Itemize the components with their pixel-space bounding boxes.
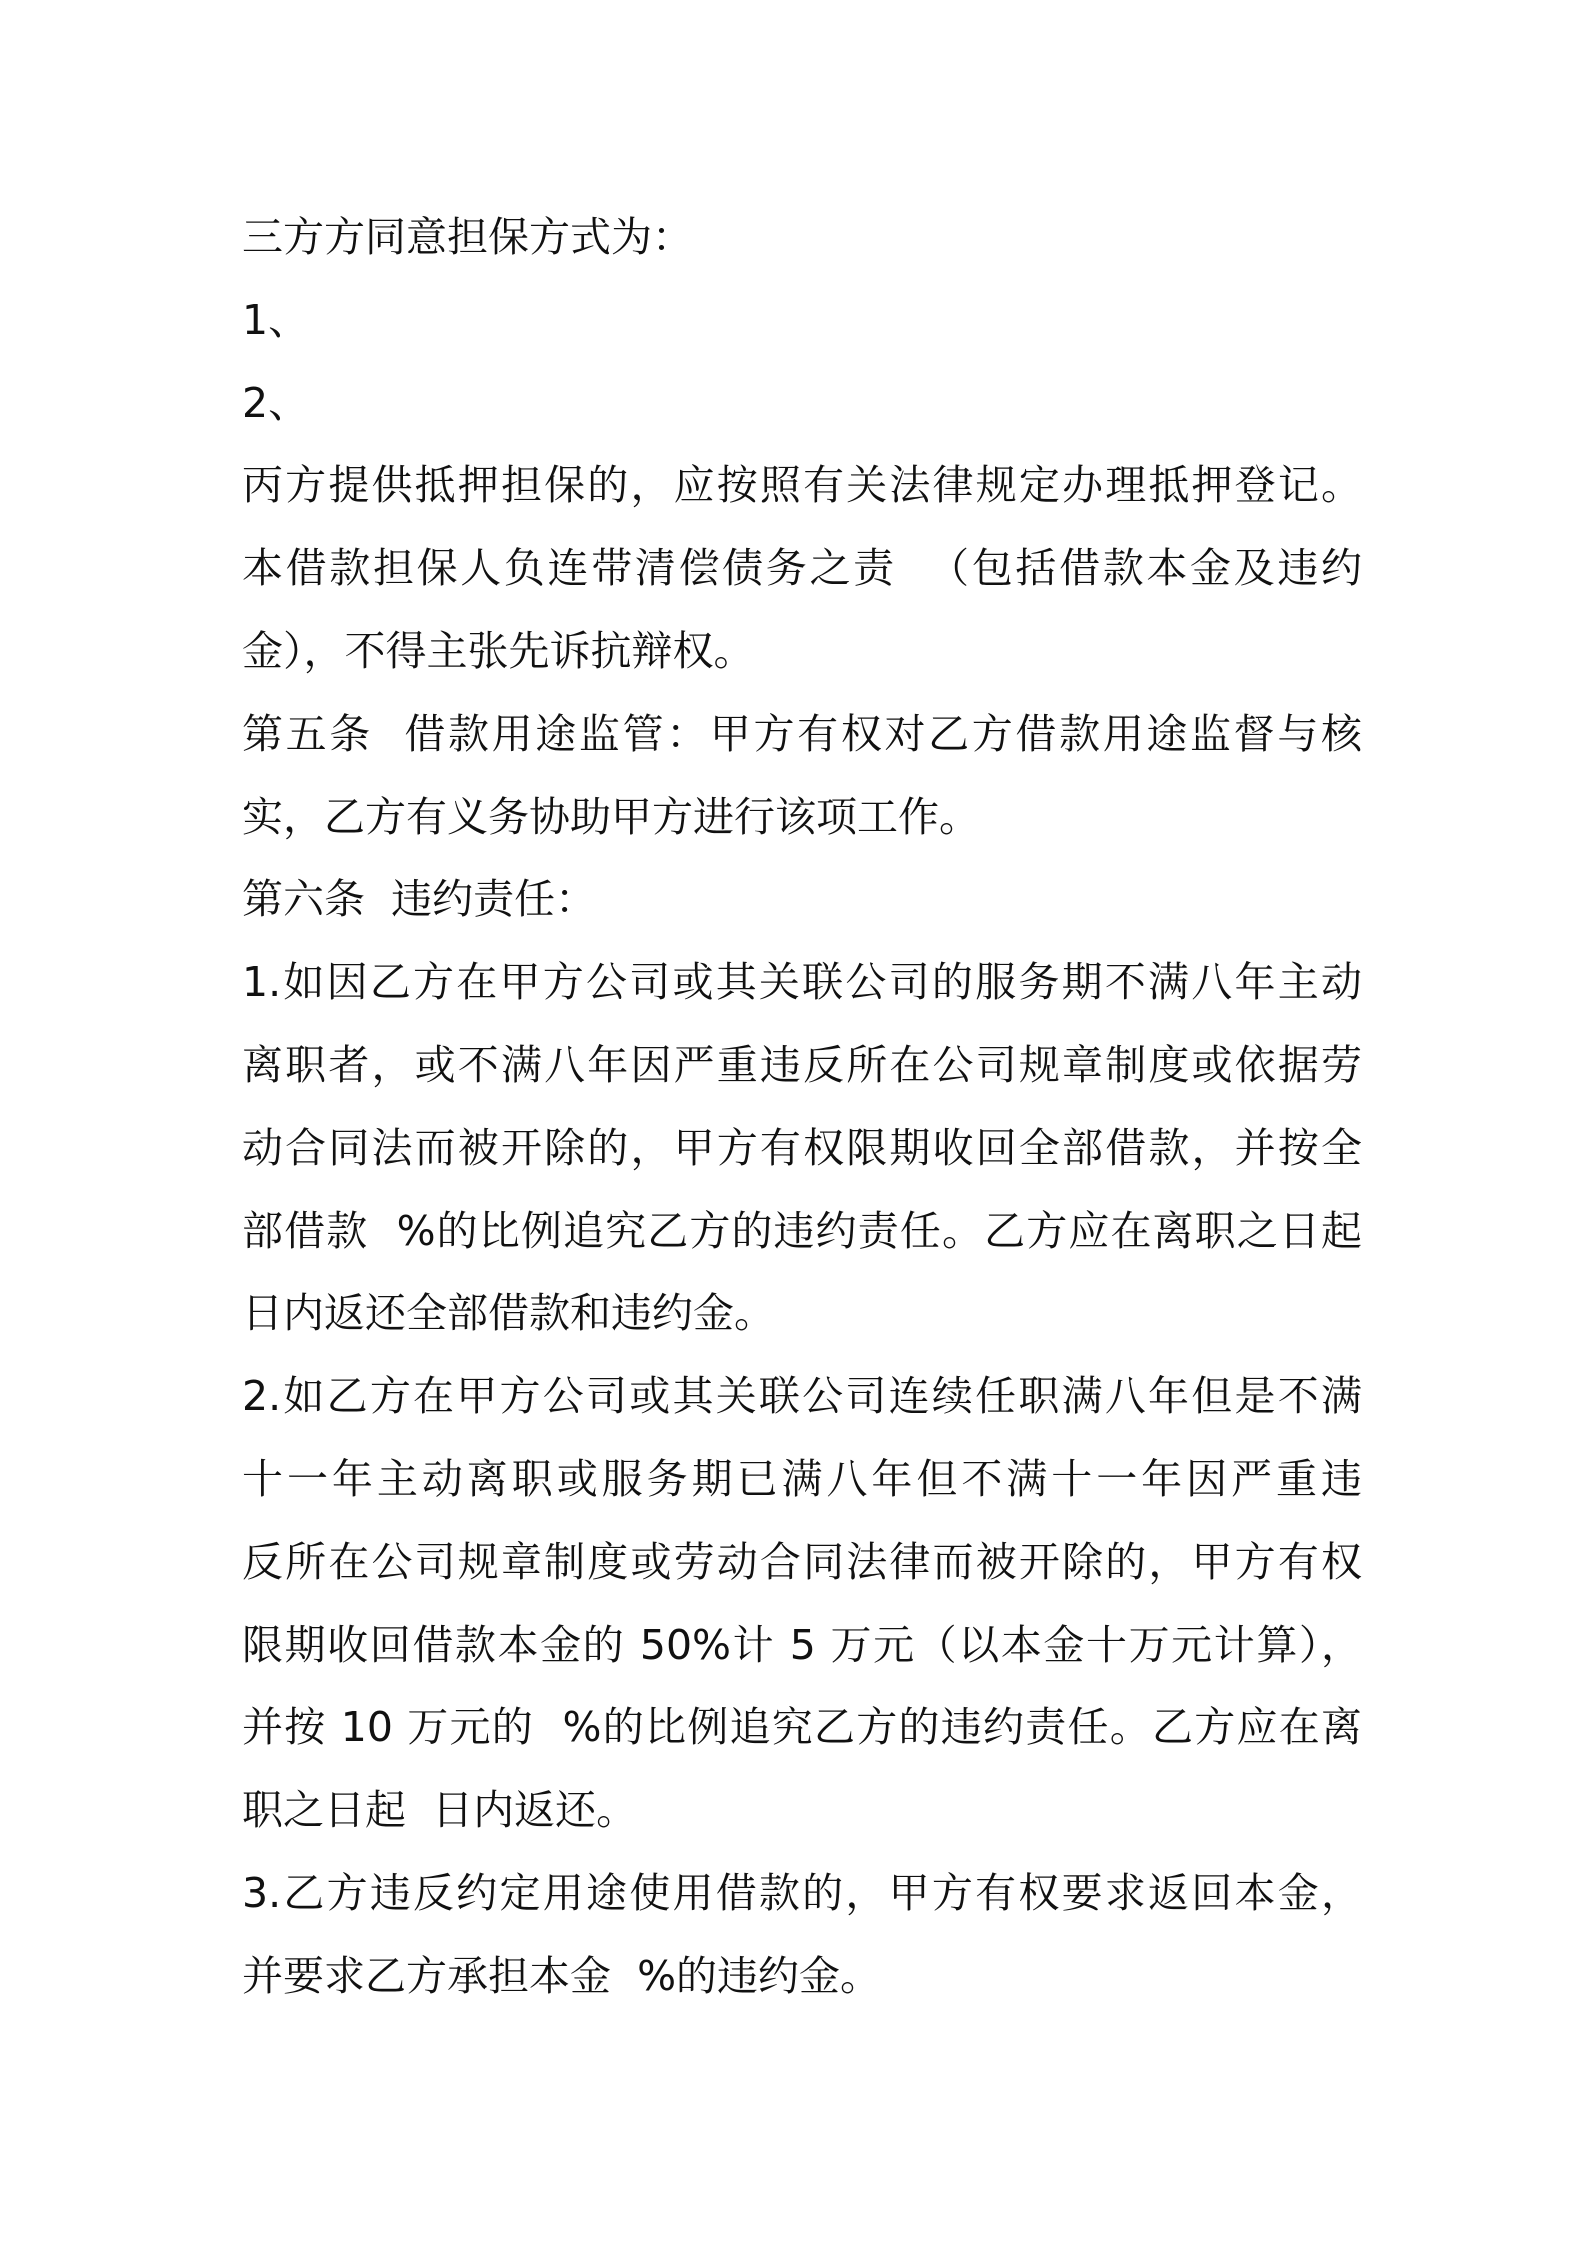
text-line: 部借款 %的比例追究乙方的违约责任。乙方应在离职之日起: [242, 1206, 1362, 1255]
text-line: 第六条 违约责任：: [242, 875, 597, 924]
text-line: 离职者，或不满八年因严重违反所在公司规章制度或依据劳: [242, 1040, 1362, 1089]
text-line: 本借款担保人负连带清偿债务之责 （包括借款本金及违约: [242, 544, 1362, 593]
text-line: 3.乙方违反约定用途使用借款的，甲方有权要求返回本金，: [242, 1868, 1362, 1917]
text-line: 并按 10 万元的 %的比例追究乙方的违约责任。乙方应在离: [242, 1703, 1362, 1752]
text-line: 第五条 借款用途监管：甲方有权对乙方借款用途监督与核: [242, 709, 1362, 758]
text-line: 职之日起 日内返还。: [242, 1786, 638, 1835]
text-line: 2.如乙方在甲方公司或其关联公司连续任职满八年但是不满: [242, 1372, 1362, 1421]
text-line: 反所在公司规章制度或劳动合同法律而被开除的，甲方有权: [242, 1537, 1362, 1586]
text-line: 动合同法而被开除的，甲方有权限期收回全部借款，并按全: [242, 1123, 1362, 1172]
text-line: 1.如因乙方在甲方公司或其关联公司的服务期不满八年主动: [242, 958, 1362, 1007]
text-line: 实，乙方有义务协助甲方进行该项工作。: [242, 792, 980, 841]
text-line: 2、: [242, 378, 310, 427]
text-line: 金），不得主张先诉抗辩权。: [242, 626, 755, 675]
text-line: 日内返还全部借款和违约金。: [242, 1289, 775, 1338]
text-line: 三方方同意担保方式为：: [242, 213, 693, 261]
text-line: 丙方提供抵押担保的，应按照有关法律规定办理抵押登记。: [242, 461, 1362, 510]
text-line: 并要求乙方承担本金 %的违约金。: [242, 1951, 882, 2000]
text-line: 十一年主动离职或服务期已满八年但不满十一年因严重违: [242, 1454, 1362, 1503]
text-line: 1、: [242, 295, 310, 344]
document-body: [242, 196, 1362, 2018]
text-line: 限期收回借款本金的 50%计 5 万元（以本金十万元计算），: [242, 1620, 1362, 1669]
